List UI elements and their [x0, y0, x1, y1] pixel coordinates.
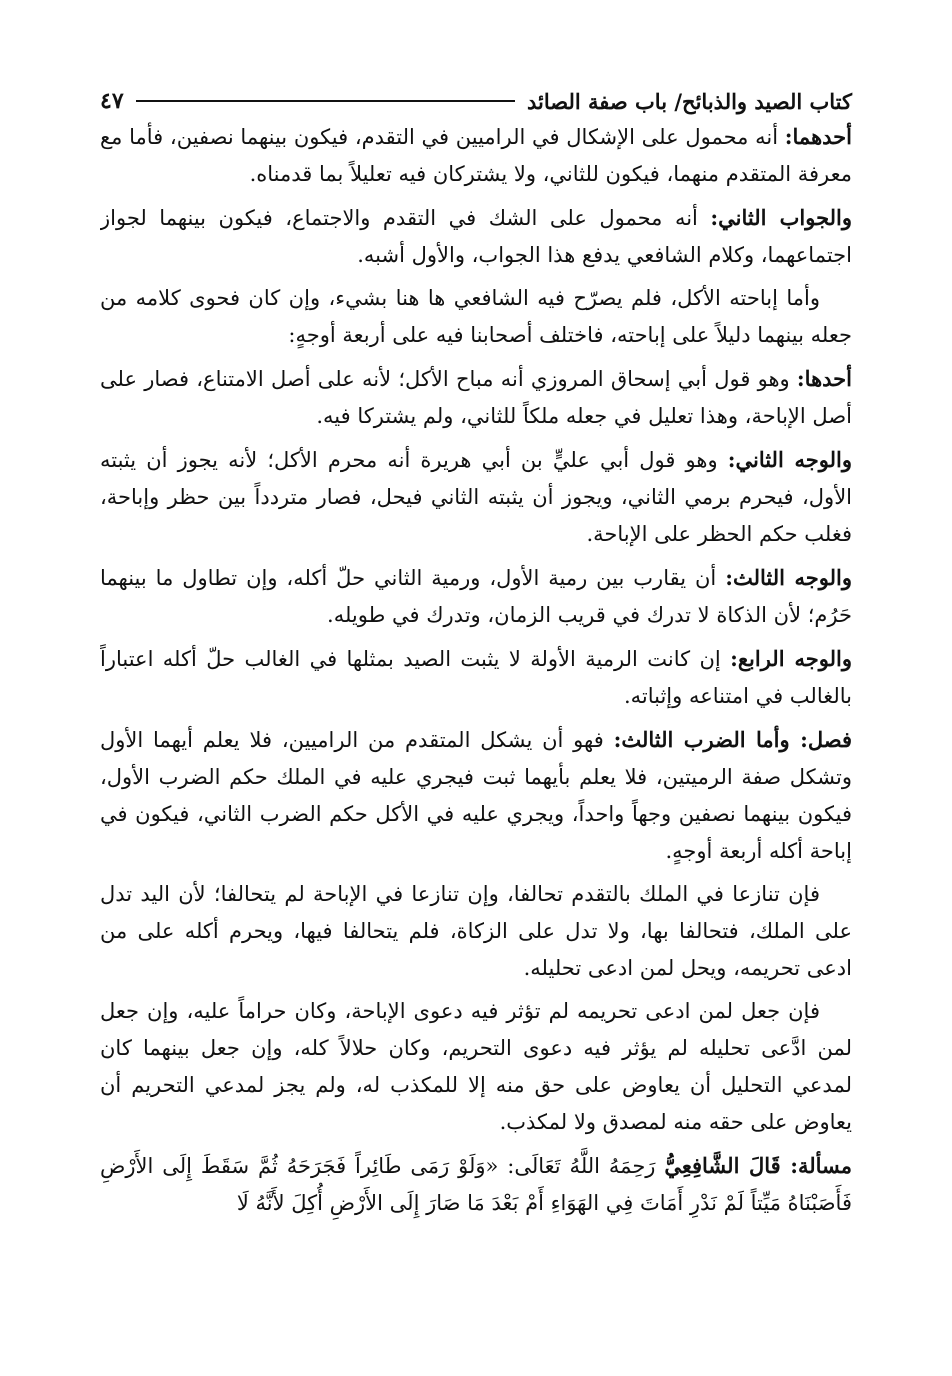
running-header — [100, 84, 852, 118]
paragraph-lead: والوجه الرابع: — [730, 646, 852, 671]
header-rule — [136, 100, 515, 102]
paragraph-11 — [100, 1147, 852, 1222]
paragraph-text: أن يقارب بين رمية الأول، ورمية الثاني حلّ أكله، وإن تطاول ما بينهما حَرُم؛ لأن الذكاة لا تدرك في قريب الزمان، وتدرك في طويله. — [100, 566, 852, 627]
paragraph-lead: والجواب الثاني: — [710, 205, 852, 230]
paragraph-text: وأما إباحته الأكل، فلم يصرّح فيه الشافعي ها هنا بشيء، وإن كان فحوى كلامه من جعله بينهما دليلاً على إباحته، فاختلف أصحابنا فيه على أربعة أوجهٍ: — [100, 286, 852, 347]
paragraph-3 — [100, 280, 852, 354]
paragraph-text: وهو قول أبي عليٍّ بن أبي هريرة أنه محرم الأكل؛ لأنه يجوز أن يثبته الأول، فيحرم برمي الثاني، ويجوز أن يثبته الثاني فيحل، فصار متردداً بين حظر وإباحة، فغلب حكم الحظر على الإباحة. — [100, 448, 852, 546]
paragraph-text: وهو قول أبي إسحاق المروزي أنه مباح الأكل؛ لأنه على أصل الامتناع، فصار على أصل الإباحة، وهذا تعليل في جعله ملكاً للثاني، ولم يشتركا فيه. — [100, 367, 852, 428]
paragraph-lead: أحدهما: — [784, 124, 852, 149]
paragraph-text: أنه محمول على الشك في التقدم والاجتماع، فيكون بينهما لجواز اجتماعهما، وكلام الشافعي يدفع هذا الجواب، والأول أشبه. — [100, 206, 852, 267]
page-number: ٤٧ — [100, 88, 124, 114]
paragraph-text: فهو أن يشكل المتقدم من الراميين، فلا يعلم أيهما الأول وتشكل صفة الرميتين، فلا يعلم بأيهما ثبت فيجري عليه في الملك حكم الضرب الأول، فيكون بينهما نصفين وجهاً واحداً، ويجري عليه في الأكل حكم الضرب الثاني، فيكون في إباحة أكله أربعة أوجهٍ. — [100, 728, 852, 863]
paragraph-lead: والوجه الثاني: — [727, 447, 852, 472]
paragraph-lead: والوجه الثالث: — [725, 565, 852, 590]
paragraph-10 — [100, 993, 852, 1141]
paragraph-text: فإن تنازعا في الملك بالتقدم تحالفا، وإن تنازعا في الإباحة لم يتحالفا؛ لأن اليد تدل على الملك، فتحالفا بها، ولا تدل على الزكاة، فلم يتحالفا فيها، ويحرم أكله على من ادعى تحريمه، ويحل لمن ادعى تحليله. — [100, 882, 852, 980]
paragraph-6 — [100, 559, 852, 634]
paragraph-text: إن كانت الرمية الأولة لا يثبت الصيد بمثلها في الغالب حلّ أكله اعتباراً بالغالب في امتناعه وإثباته. — [100, 647, 852, 708]
paragraph-lead: مسألة: قَالَ الشَّافِعِيُّ — [664, 1153, 852, 1178]
page-body — [100, 118, 852, 1356]
paragraph-text: أنه محمول على الإشكال في الراميين في التقدم، فيكون بينهما نصفين، فأما مع معرفة المتقدم منهما، فيكون للثاني، ولا يشتركان فيه تعليلاً بما قدمناه. — [100, 125, 852, 186]
paragraph-8 — [100, 721, 852, 870]
header-title: كتاب الصيد والذبائح/ باب صفة الصائد — [526, 88, 852, 114]
paragraph-5 — [100, 441, 852, 553]
paragraph-2 — [100, 199, 852, 274]
paragraph-7 — [100, 640, 852, 715]
paragraph-text: فإن جعل لمن ادعى تحريمه لم تؤثر فيه دعوى الإباحة، وكان حراماً عليه، وإن جعل لمن ادَّعى تحليله لم يؤثر فيه دعوى التحريم، وكان حلالاً كله، وإن جعل بينهما كان لمدعي التحليل أن يعاوض على حق منه إلا للمكذب له، ولم يجز لمدعي التحريم أن يعاوض على حقه منه لمصدق ولا لمكذب. — [100, 999, 852, 1134]
paragraph-lead: فصل: وأما الضرب الثالث: — [613, 727, 852, 752]
paragraph-text: رَحِمَهُ اللَّهُ تَعَالَى: «وَلَوْ رَمَى طَائِراً فَجَرَحَهُ ثُمَّ سَقَطَ إِلَى الأَرْضِ فَأَصَبْنَاهُ مَيِّتاً لَمْ نَدْرِ أَمَاتَ فِي الهَوَاءِ أَمْ بَعْدَ مَا صَارَ إِلَى الأَرْضِ أُكِلَ لأَنَّهُ لَا — [100, 1154, 852, 1215]
paragraph-1 — [100, 118, 852, 193]
paragraph-9 — [100, 876, 852, 987]
paragraph-lead: أحدها: — [796, 366, 852, 391]
paragraph-4 — [100, 360, 852, 435]
